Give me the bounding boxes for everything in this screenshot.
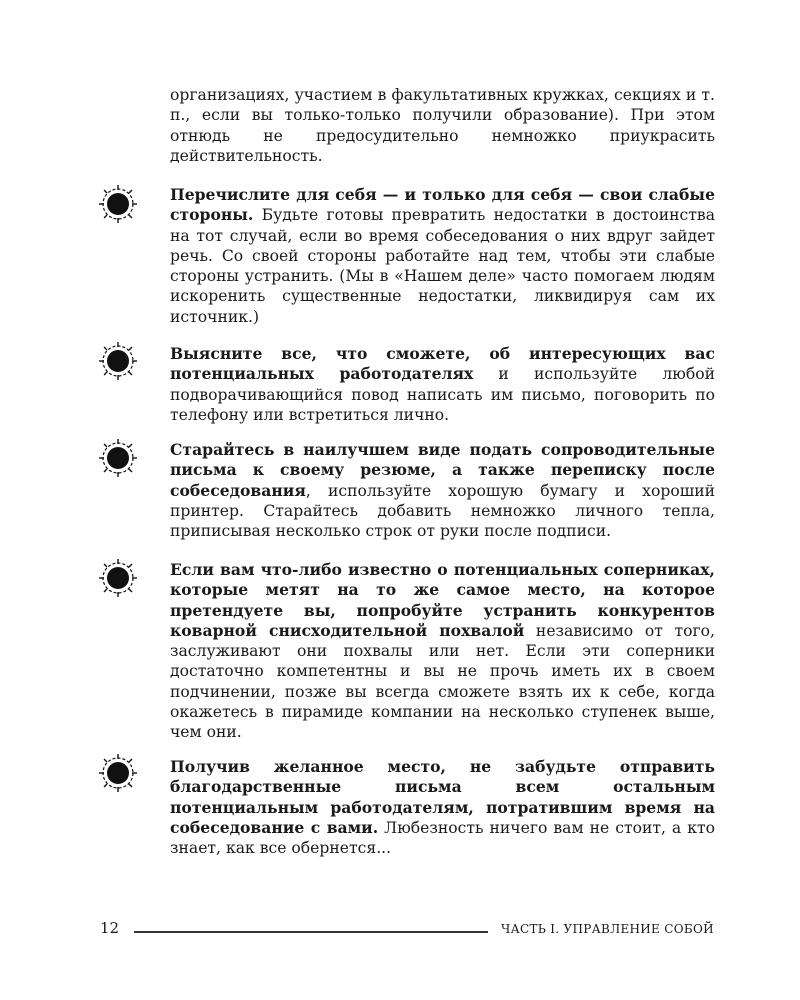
page-number: 12 <box>100 919 120 937</box>
bullet-ink-splat-icon <box>97 340 139 382</box>
bullet-ink-splat-icon <box>97 752 139 794</box>
bullet-ink-splat-icon <box>97 437 139 479</box>
paragraph-text: , используйте хорошую бумагу и хороший принтер. Старайтесь добавить немножко личного тепла, приписывая несколько строк от руки после подписи. <box>170 481 715 541</box>
paragraph-thank-you <box>170 757 715 858</box>
paragraph-competitors <box>170 560 715 743</box>
paragraph-lead: Если вам что-либо известно о потенциальных соперниках, которые метят на то же самое место, на которое претендуете вы, попробуйте устранить конкурентов коварной снисходительной похвалой <box>170 560 715 640</box>
running-title: ЧАСТЬ I. УПРАВЛЕНИЕ СОБОЙ <box>501 922 714 936</box>
paragraph-text: Любезность ничего вам не стоит, а кто знает, как все обернется... <box>170 818 715 858</box>
paragraph-text: независимо от того, заслуживают они похвалы или нет. Если эти соперники достаточно компетентны и вы не прочь иметь их в своем подчинении, позже вы всегда сможете взять их к себе, когда окажетесь в пирамиде компании на несколько ступенек выше, чем они. <box>170 621 715 742</box>
paragraph-text: и используйте любой подворачивающийся повод написать им письмо, поговорить по телефону или встретиться лично. <box>170 365 715 424</box>
paragraph-text: организациях, участием в факультативных кружках, секциях и т. п., если вы только-только получили образование). При этом отнюдь не предосудительно немножко приукрасить действительность. <box>170 86 715 165</box>
paragraph-lead: Выясните все, что сможете, об интересующих вас потенциальных работодателях <box>170 344 715 384</box>
paragraph-lead: Перечислите для себя — и только для себя — свои слабые стороны. <box>170 185 715 225</box>
paragraph-text: Будьте готовы превратить недостатки в достоинства на тот случай, если во время собеседования о них вдруг зайдет речь. Со своей стороны работайте над тем, чтобы эти слабые стороны устранить. (Мы в «Нашем деле» часто помогаем людям искоренить существенные недостатки, ликвидируя сам их источник.) <box>170 206 715 326</box>
bullet-ink-splat-icon <box>97 183 139 225</box>
paragraph-employers <box>170 344 715 425</box>
footer-rule <box>134 931 488 933</box>
bullet-ink-splat-icon <box>97 557 139 599</box>
paragraph-continuation <box>170 85 715 166</box>
paragraph-cover-letters <box>170 440 715 541</box>
paragraph-lead: Старайтесь в наилучшем виде подать сопроводительные письма к своему резюме, а также переписку после собеседования <box>170 440 715 500</box>
paragraph-lead: Получив желанное место, не забудьте отправить благодарственные письма всем остальным потенциальным работодателям, потратившим время на собеседование с вами. <box>170 757 715 837</box>
paragraph-weaknesses <box>170 185 715 327</box>
